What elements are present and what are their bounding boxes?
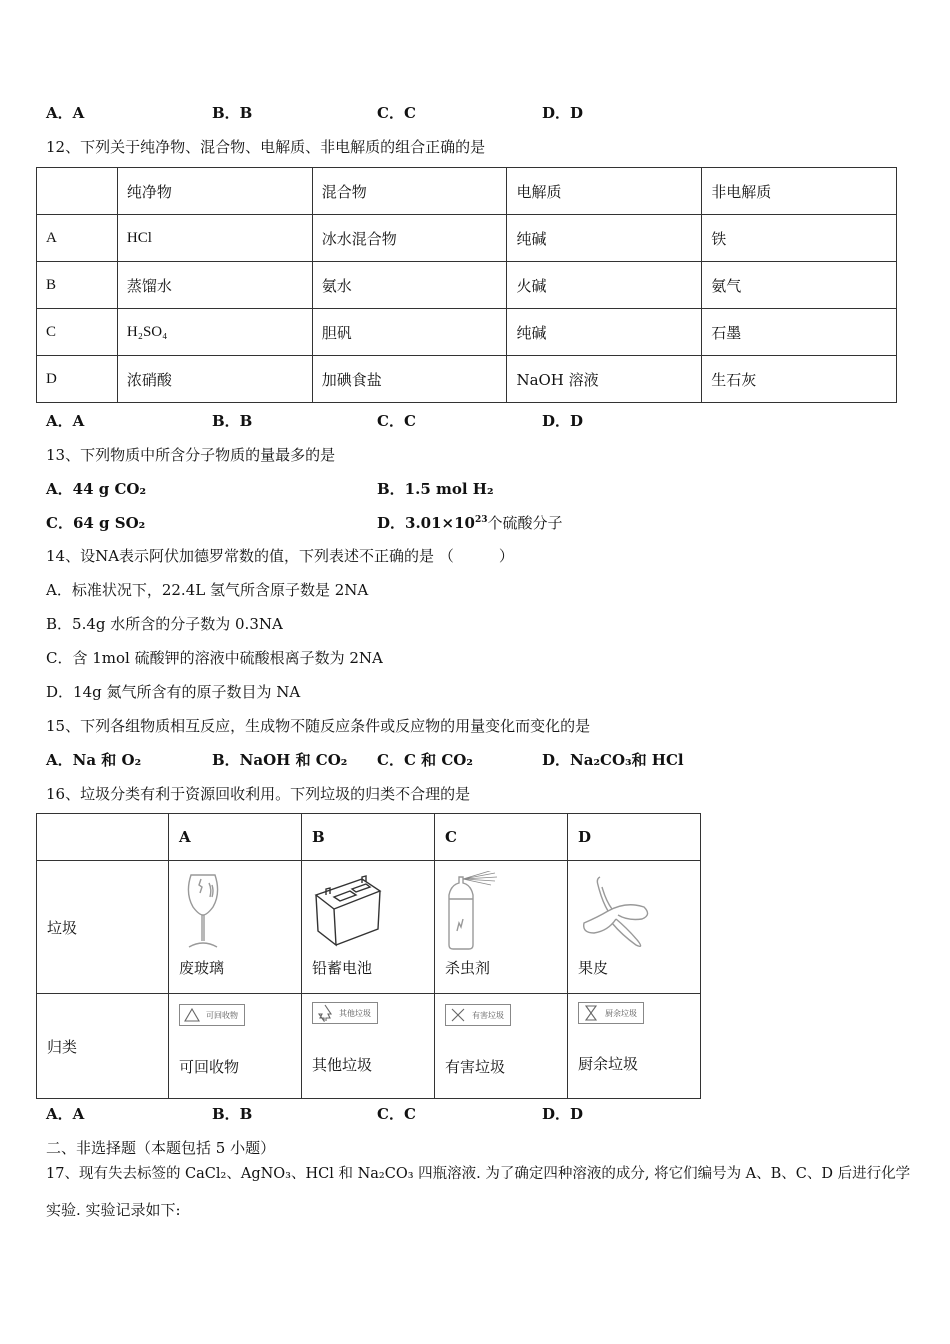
garbage-row xyxy=(37,861,701,994)
q14-option-d: D．14g 氮气所含有的原子数目为 NA xyxy=(46,683,301,701)
q13-option-b: B．1.5 mol H₂ xyxy=(377,480,494,498)
header-cell: 纯净物 xyxy=(117,168,312,215)
class-name: 可回收物 xyxy=(179,1058,240,1076)
table-cell: 冰水混合物 xyxy=(312,215,507,262)
row-label: 垃圾 xyxy=(37,861,169,994)
q13-option-d-exponent: 23 xyxy=(474,515,488,525)
table-cell: D xyxy=(37,356,118,403)
q17-line1: 17、现有失去标签的 CaCl₂、AgNO₃、HCl 和 Na₂CO₃ 四瓶溶液. 为了确定四种溶液的成分, 将它们编号为 A、B、C、D 后进行化学 xyxy=(46,1166,911,1182)
table-cell: H₂SO₄ xyxy=(117,309,312,356)
q13-stem: 13、下列物质中所含分子物质的量最多的是 xyxy=(46,446,336,464)
garbage-name: 果皮 xyxy=(578,958,609,977)
garbage-cell xyxy=(568,861,701,994)
table-cell: 纯碱 xyxy=(507,309,702,356)
q11-option-d: D．D xyxy=(542,104,584,122)
q12-option-a: A．A xyxy=(46,412,85,430)
q12-option-c: C．C xyxy=(377,412,416,430)
class-name: 有害垃圾 xyxy=(445,1058,506,1076)
table-row xyxy=(37,309,897,356)
table-row xyxy=(37,262,897,309)
table-cell: HCl xyxy=(117,215,312,262)
spray-can-icon xyxy=(445,871,515,951)
kitchen-waste-sign xyxy=(578,1002,644,1024)
q15-option-c: C．C 和 CO₂ xyxy=(377,751,473,769)
q14-option-c: C．含 1mol 硫酸钾的溶液中硫酸根离子数为 2NA xyxy=(46,649,383,667)
class-name: 其他垃圾 xyxy=(312,1056,373,1074)
class-name: 厨余垃圾 xyxy=(578,1055,639,1073)
hazardous-sign-icon xyxy=(450,1008,466,1022)
q16-option-a: A．A xyxy=(46,1105,85,1123)
sign-text: 厨余垃圾 xyxy=(605,1008,637,1018)
q13-option-c: C．64 g SO₂ xyxy=(46,514,146,532)
q13-option-d-suffix: 个硫酸分子 xyxy=(487,514,563,532)
table-cell: 胆矾 xyxy=(312,309,507,356)
q15-option-b: B．NaOH 和 CO₂ xyxy=(212,751,348,769)
class-cell xyxy=(169,994,302,1099)
recycle-sign-icon xyxy=(184,1008,200,1022)
q13-option-d-prefix: D．3.01×10 xyxy=(377,514,475,532)
garbage-cell xyxy=(302,861,435,994)
table-cell: 火碱 xyxy=(507,262,702,309)
q12-option-d: D．D xyxy=(542,412,584,430)
class-cell xyxy=(302,994,435,1099)
garbage-cell xyxy=(435,861,568,994)
table-row xyxy=(37,215,897,262)
q13-option-d xyxy=(377,512,563,533)
table-cell: 浓硝酸 xyxy=(117,356,312,403)
table-cell: NaOH 溶液 xyxy=(507,356,702,403)
wine-glass-icon xyxy=(179,871,249,951)
q16-stem: 16、垃圾分类有利于资源回收利用。下列垃圾的归类不合理的是 xyxy=(46,785,471,803)
header-cell: C xyxy=(435,814,568,861)
header-cell xyxy=(37,814,169,861)
recycle-sign xyxy=(179,1004,245,1026)
table-cell: 铁 xyxy=(702,215,897,262)
q16-option-c: C．C xyxy=(377,1105,416,1123)
table-cell: 生石灰 xyxy=(702,356,897,403)
table-cell: 氨气 xyxy=(702,262,897,309)
sign-text: 有害垃圾 xyxy=(472,1010,504,1020)
class-cell xyxy=(568,994,701,1099)
q12-option-b: B．B xyxy=(212,412,253,430)
table-cell: 石墨 xyxy=(702,309,897,356)
garbage-name: 铅蓄电池 xyxy=(312,958,373,977)
classification-row xyxy=(37,994,701,1099)
garbage-cell xyxy=(169,861,302,994)
header-cell: B xyxy=(302,814,435,861)
q16-table xyxy=(36,813,701,1099)
table-cell: 蒸馏水 xyxy=(117,262,312,309)
table-cell: A xyxy=(37,215,118,262)
q16-option-b: B．B xyxy=(212,1105,253,1123)
header-cell: A xyxy=(169,814,302,861)
table-row xyxy=(37,356,897,403)
table-header-row xyxy=(37,168,897,215)
table-cell: 氨水 xyxy=(312,262,507,309)
q15-stem: 15、下列各组物质相互反应，生成物不随反应条件或反应物的用量变化而变化的是 xyxy=(46,717,591,735)
q12-stem: 12、下列关于纯净物、混合物、电解质、非电解质的组合正确的是 xyxy=(46,138,486,156)
sign-text: 其他垃圾 xyxy=(339,1008,371,1018)
q14-option-a: A．标准状况下，22.4L 氢气所含原子数是 2NA xyxy=(46,581,369,599)
section-title: 二、非选择题（本题包括 5 小题） xyxy=(46,1139,276,1157)
q12-table xyxy=(36,167,897,403)
q14-option-b: B．5.4g 水所含的分子数为 0.3NA xyxy=(46,615,283,633)
header-cell: 非电解质 xyxy=(702,168,897,215)
q14-stem: 14、设NA表示阿伏加德罗常数的值，下列表述不正确的是 （ ） xyxy=(46,547,514,565)
q17-line2: 实验. 实验记录如下: xyxy=(46,1201,181,1219)
q13-option-a: A．44 g CO₂ xyxy=(46,480,147,498)
q11-option-b: B．B xyxy=(212,104,253,122)
table-cell: 纯碱 xyxy=(507,215,702,262)
kitchen-waste-sign-icon xyxy=(583,1005,599,1021)
battery-icon xyxy=(312,871,392,951)
sign-text: 可回收物 xyxy=(206,1010,238,1020)
table-cell: B xyxy=(37,262,118,309)
header-cell: 混合物 xyxy=(312,168,507,215)
garbage-name: 杀虫剂 xyxy=(445,958,491,977)
header-cell: 电解质 xyxy=(507,168,702,215)
row-label: 归类 xyxy=(37,994,169,1099)
table-cell: 加碘食盐 xyxy=(312,356,507,403)
other-waste-sign xyxy=(312,1002,378,1024)
q15-option-a: A．Na 和 O₂ xyxy=(46,751,142,769)
q11-option-a: A．A xyxy=(46,104,85,122)
q11-option-c: C．C xyxy=(377,104,416,122)
header-cell: D xyxy=(568,814,701,861)
banana-peel-icon xyxy=(578,871,658,951)
header-cell xyxy=(37,168,118,215)
other-waste-sign-icon xyxy=(317,1004,333,1022)
table-header-row xyxy=(37,814,701,861)
table-cell: C xyxy=(37,309,118,356)
garbage-name: 废玻璃 xyxy=(179,958,225,977)
q15-option-d: D．Na₂CO₃和 HCl xyxy=(542,751,684,769)
class-cell xyxy=(435,994,568,1099)
q16-option-d: D．D xyxy=(542,1105,584,1123)
hazardous-sign xyxy=(445,1004,511,1026)
